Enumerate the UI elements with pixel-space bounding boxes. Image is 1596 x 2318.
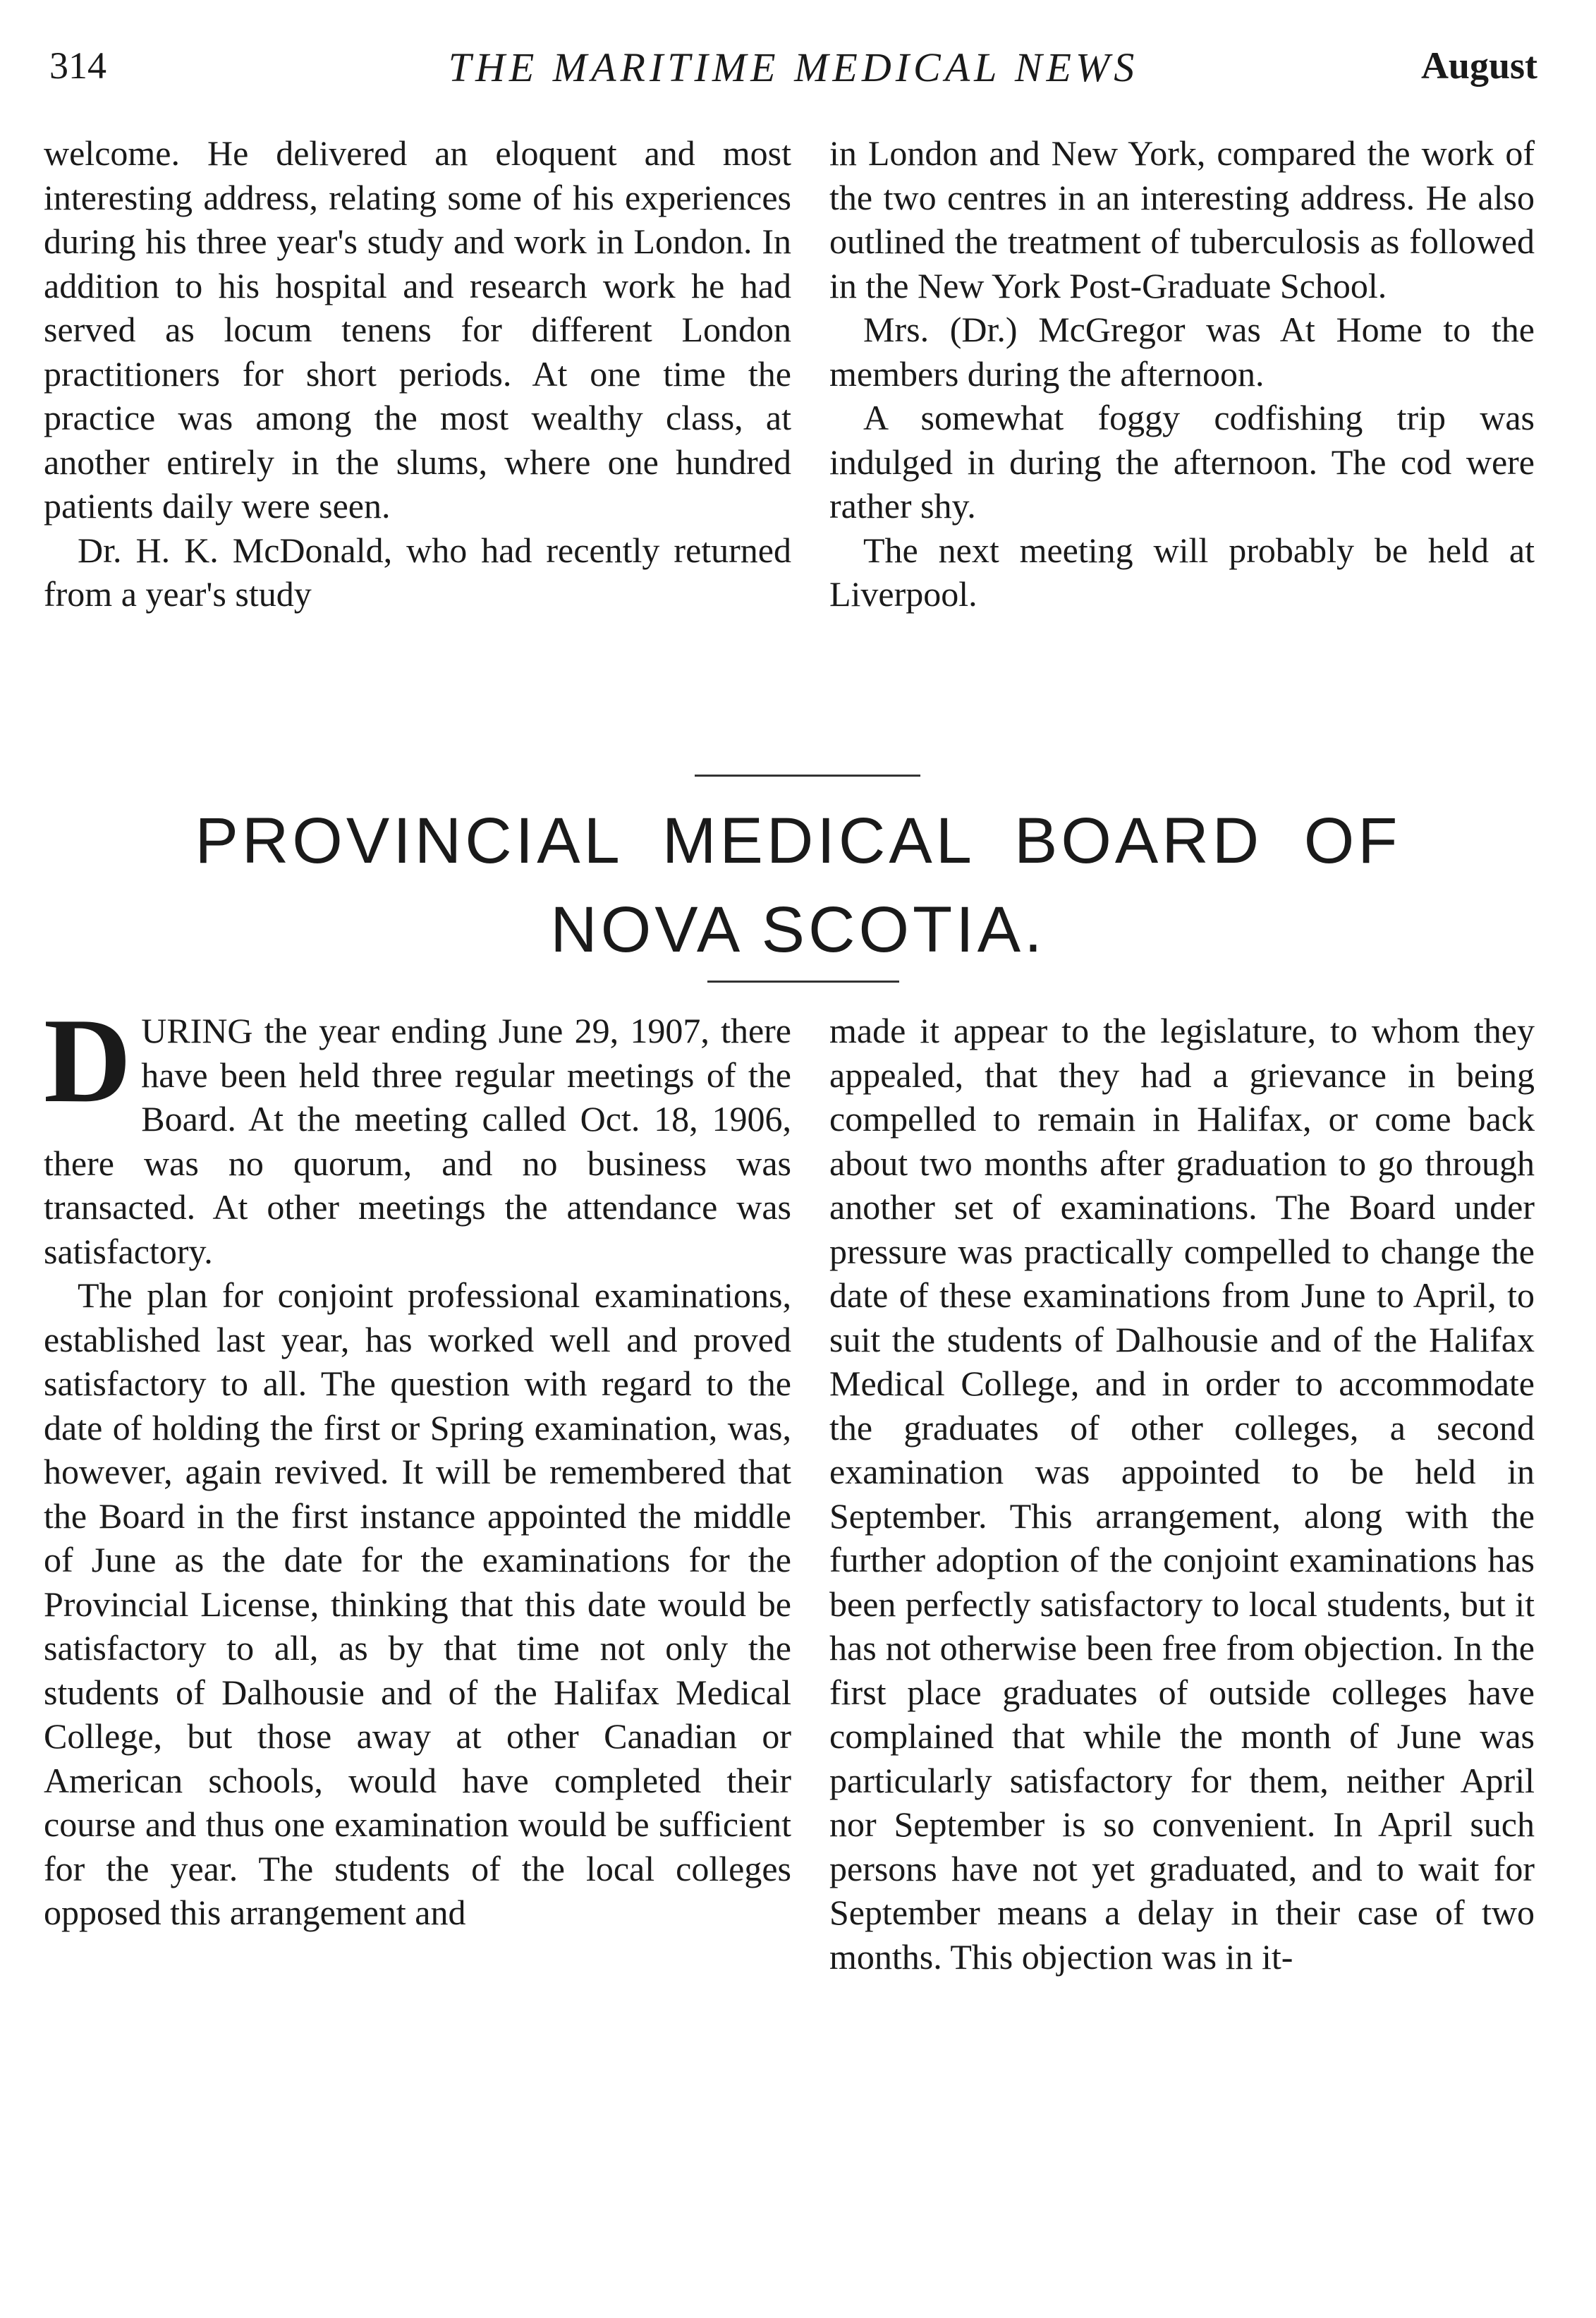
journal-title: THE MARITIME MEDICAL NEWS <box>448 44 1139 90</box>
paragraph <box>44 994 791 1273</box>
title-divider <box>707 981 899 983</box>
article-title-line-2: NOVA SCOTIA. <box>550 894 1046 966</box>
section-divider <box>695 775 920 777</box>
paragraph: Mrs. (Dr.) McGregor was At Home to the members during the afternoon. <box>829 310 1535 394</box>
top-left-column <box>44 131 791 617</box>
article-left-column <box>44 994 791 1935</box>
paragraph: A somewhat foggy codfishing trip was indulged in during the afternoon. The cod were rather shy. <box>829 398 1535 526</box>
issue-month: August <box>1420 44 1537 87</box>
paragraph: welcome. He delivered an eloquent and most interesting address, relating some of his experiences during his three year's study and work in London. In addition to his hospital and research work he had served as locum tenens for different London practitioners for short periods. At one time the practice was among the most wealthy class, at another entirely in the slums, where one hundred patients daily were seen. <box>44 133 791 526</box>
article-right-column <box>829 1009 1535 1979</box>
paragraph: The plan for conjoint professional examinations, established last year, has worked well and proved satisfactory to all. The question with regard to the date of holding the first or Spring examination, was, however, again revived. It will be remembered that the Board in the first instance appointed the middle of June as the date for the examinations for the Provincial License, thinking that this date would be satisfactory to all, as by that time not only the students of Dalhousie and of the Halifax Medical College, but those away at other Canadian or American schools, would have completed their course and thus one examination would be sufficient for the year. The students of the local colleges opposed this arrangement and <box>44 1275 791 1932</box>
paragraph: made it appear to the legislature, to whom they appealed, that they had a grievance in being compelled to remain in Halifax, or come back about two months after graduation to go through another set of examinations. The Board under pressure was practically compelled to change the date of these examinations from June to April, to suit the students of Dalhousie and of the Halifax Medical College, and in order to accommodate the graduates of other colleges, a second examination was appointed to be held in September. This arrangement, along with the further adoption of the conjoint examinations has been perfectly satisfactory to local students, but it has not otherwise been free from objection. In the first place graduates of outside colleges have complained that while the month of June was particularly satisfactory for them, neither April nor September is so convenient. In April such persons have not yet graduated, and to wait for September means a delay in their case of two months. This objection was in it- <box>829 1011 1535 1977</box>
top-right-column <box>829 131 1535 617</box>
article-title-line-1: PROVINCIAL MEDICAL BOARD OF <box>195 805 1401 877</box>
paragraph: Dr. H. K. McDonald, who had recently returned from a year's study <box>44 530 791 614</box>
paragraph: The next meeting will probably be held at Liverpool. <box>829 530 1535 614</box>
paragraph-text: URING the year ending June 29, 1907, there have been held three regular meetings of the Board. At the meeting called Oct. 18, 1906, there was no quorum, and no business was transacted. At other meetings the attendance was satisfactory. <box>44 1011 791 1271</box>
running-header <box>49 44 1537 107</box>
drop-cap: D <box>44 994 132 1128</box>
paragraph: in London and New York, compared the work of the two centres in an interesting address. He also outlined the treatment of tuberculosis as followed in the New York Post-Graduate School. <box>829 133 1535 305</box>
page-number: 314 <box>49 44 106 87</box>
